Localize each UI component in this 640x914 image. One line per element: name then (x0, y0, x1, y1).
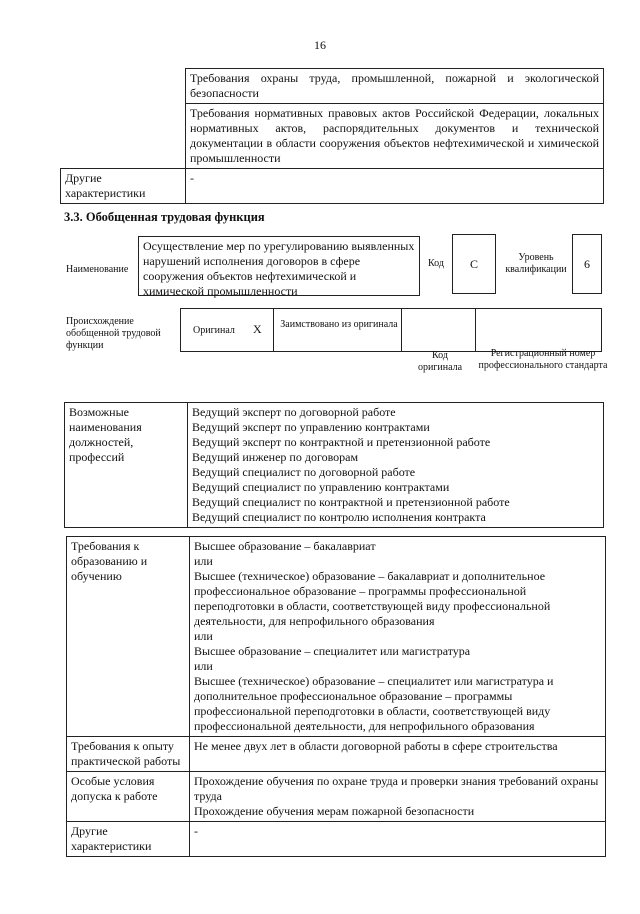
code-label: Код (428, 258, 444, 269)
position-item: Ведущий инженер по договорам (192, 450, 359, 464)
origin-table (180, 308, 602, 352)
reg-caption: Регистрационный номер профессионального стандарта (478, 348, 608, 371)
page-number: 16 (314, 38, 326, 52)
other-label: Другие характеристики (67, 822, 190, 857)
education-content (190, 537, 606, 737)
position-item: Ведущий специалист по контролю исполнения контракта (192, 510, 486, 524)
name-label: Наименование (66, 264, 129, 275)
positions-list (188, 403, 604, 528)
code-value: С (452, 234, 496, 294)
function-name: Осуществление мер по урегулированию выявленных нарушений исполнения договоров в сфере сооружения объектов нефтехимической и химической промышленности (138, 236, 420, 296)
education-line: Высшее (техническое) образование – бакалавриат и дополнительное профессиональное образование – программы профессиональной переподготовки в области, соответствующей виду профессиональной деятельности, для непрофильного образования (194, 569, 551, 628)
special-label: Особые условия допуска к работе (67, 772, 190, 822)
positions-label: Возможные наименования должностей, профессий (65, 403, 188, 528)
other-value: - (190, 822, 606, 857)
education-table (66, 536, 606, 857)
education-label: Требования к образованию и обучению (67, 537, 190, 737)
education-line: или (194, 554, 213, 568)
education-line: Высшее образование – бакалавриат (194, 539, 376, 553)
education-line: Высшее (техническое) образование – специалитет или магистратура и дополнительное профессиональное образование – программы профессиональной переподготовки в области, соответствующей виду профессиональной деятельности, для непрофильного образования (194, 674, 554, 733)
requirements-table (60, 68, 604, 204)
origin-label: Происхождение обобщенной трудовой функции (66, 316, 161, 351)
level-label: Уровень квалификации (505, 252, 567, 275)
original-mark: X (253, 322, 262, 336)
empty-cell (61, 69, 186, 169)
position-item: Ведущий специалист по управлению контрактами (192, 480, 450, 494)
positions-table (64, 402, 604, 528)
education-line: или (194, 629, 213, 643)
level-value: 6 (572, 234, 602, 294)
position-item: Ведущий эксперт по контрактной и претензионной работе (192, 435, 491, 449)
position-item: Ведущий специалист по договорной работе (192, 465, 416, 479)
special-content (190, 772, 606, 822)
divider (401, 309, 402, 351)
special-line: Прохождение обучения мерам пожарной безопасности (194, 804, 475, 818)
code-caption: Код оригинала (417, 350, 463, 373)
position-item: Ведущий эксперт по управлению контрактами (192, 420, 430, 434)
other-value: - (186, 169, 604, 204)
education-line: или (194, 659, 213, 673)
section-title: 3.3. Обобщенная трудовая функция (64, 210, 265, 224)
borrowed-label: Заимствовано из оригинала (280, 319, 398, 330)
experience-label: Требования к опыту практической работы (67, 737, 190, 772)
education-line: Высшее образование – специалитет или магистратура (194, 644, 471, 658)
requirement-safety: Требования охраны труда, промышленной, пожарной и экологической безопасности (186, 69, 604, 104)
special-line: Прохождение обучения по охране труда и проверки знания требований охраны труда (194, 774, 599, 803)
position-item: Ведущий эксперт по договорной работе (192, 405, 396, 419)
experience-value: Не менее двух лет в области договорной работы в сфере строительства (190, 737, 606, 772)
position-item: Ведущий специалист по контрактной и претензионной работе (192, 495, 510, 509)
original-label: Оригинал (193, 325, 235, 336)
divider (273, 309, 274, 351)
requirement-legal: Требования нормативных правовых актов Российской Федерации, локальных нормативных актов, распорядительных документов и технической документации в области сооружения объектов нефтехимической и химической промышленности (186, 104, 604, 169)
other-label: Другие характеристики (61, 169, 186, 204)
divider (475, 309, 476, 351)
